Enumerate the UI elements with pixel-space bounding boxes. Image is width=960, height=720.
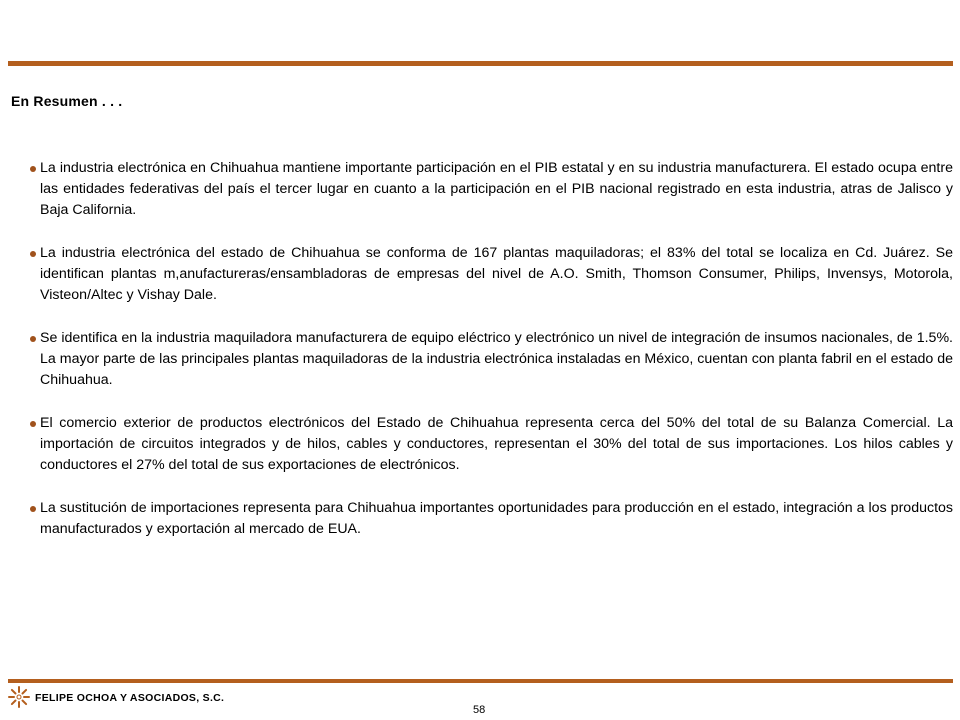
company-name: FELIPE OCHOA Y ASOCIADOS, S.C. [35,692,225,704]
bullet-text: Se identifica en la industria maquiladora manufacturera de equipo eléctrico y electrónico un nivel de integración de insumos nacionales, de 1.5%. La mayor parte de las principales plantas maquiladoras de la industria electrónica instaladas en México, cuentan con planta fabril en el estado de Chihuahua. [40,330,953,388]
page-number: 58 [473,704,486,716]
bullet-dot-icon [30,506,36,512]
bullet-text: La sustitución de importaciones representa para Chihuahua importantes oportunidades para producción en el estado, integración a los productos manufacturados y exportación al mercado de EUA. [40,500,953,537]
bullet-dot-icon [30,166,36,172]
bullet-item [30,243,953,306]
bullet-text: La industria electrónica del estado de Chihuahua se conforma de 167 plantas maquiladoras; el 83% del total se localiza en Cd. Juárez. Se identifican plantas m,anufactureras/ensambladoras de empresas del nivel de A.O. Smith, Thomson Consumer, Philips, Invensys, Motorola, Visteon/Altec y Vishay Dale. [40,245,953,303]
section-heading: En Resumen . . . [11,93,123,109]
bullet-text: La industria electrónica en Chihuahua mantiene importante participación en el PIB estatal y en su industria manufacturera. El estado ocupa entre las entidades federativas del país el tercer lugar en cuanto a la participación en el PIB nacional registrado en esta industria, atras de Jalisco y Baja California. [40,160,953,218]
bullet-item [30,328,953,391]
sunburst-logo-icon [8,686,30,708]
bottom-divider [8,679,953,683]
bullet-dot-icon [30,336,36,342]
bullet-item [30,498,953,540]
bullet-text: El comercio exterior de productos electrónicos del Estado de Chihuahua representa cerca del 50% del total de su Balanza Comercial. La importación de circuitos integrados y de hilos, cables y conductores, representan el 30% del total de sus importaciones. Los hilos cables y conductores el 27% del total de sus exportaciones de electrónicos. [40,415,953,473]
bullet-dot-icon [30,251,36,257]
top-divider [8,61,953,66]
bullet-dot-icon [30,421,36,427]
bullet-item [30,413,953,476]
bullet-list [30,158,953,562]
bullet-item [30,158,953,221]
